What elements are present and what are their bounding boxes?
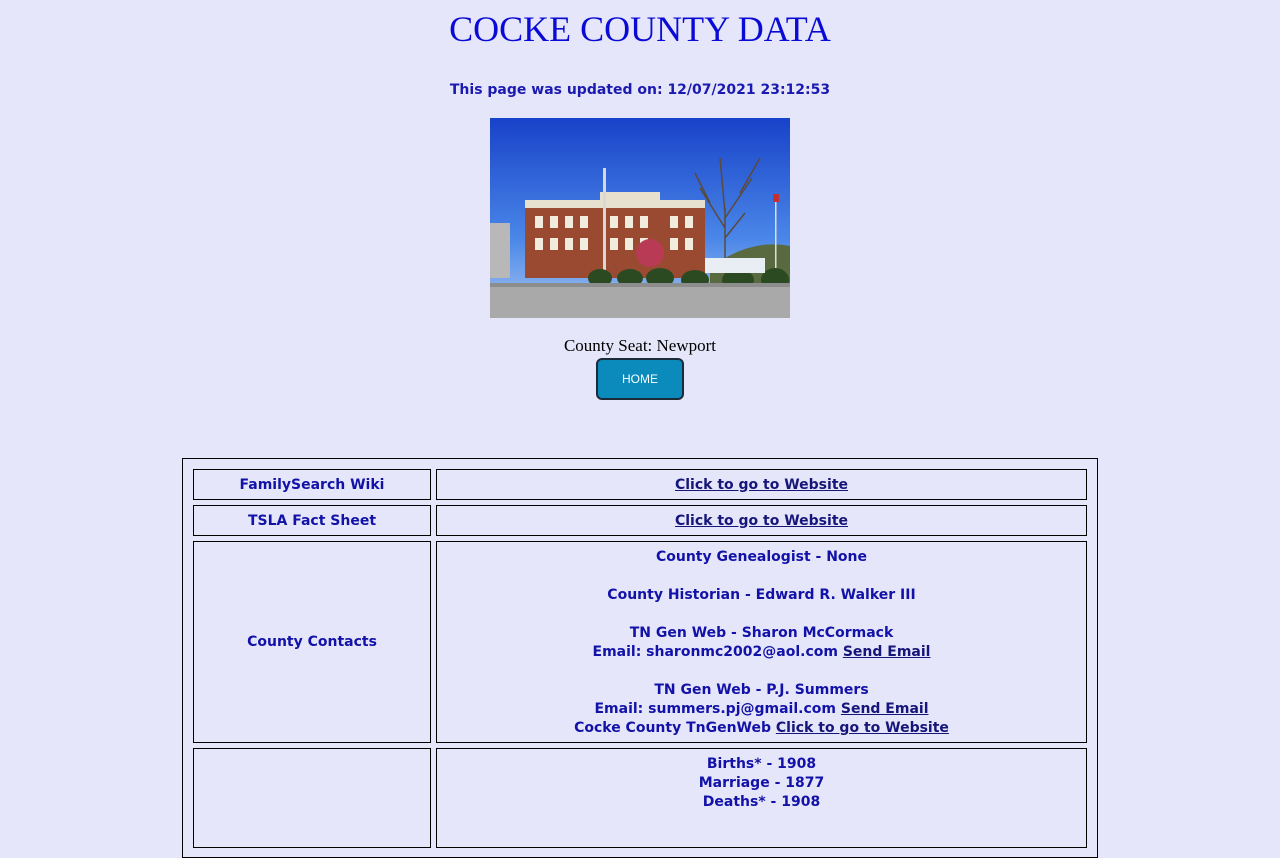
tngenweb-website-link[interactable]: Click to go to Website <box>775 720 949 736</box>
marriage-record: Marriage - 1877 <box>698 775 825 791</box>
county-seat: County Seat: Newport <box>563 336 717 355</box>
tngenweb-site-label: Cocke County TnGenWeb <box>574 720 772 736</box>
tngenweb-email-1: Email: sharonmc2002@aol.com <box>592 644 838 660</box>
contacts-label: County Contacts <box>247 634 377 650</box>
send-email-link-1[interactable]: Send Email <box>842 644 931 660</box>
send-email-link-2[interactable]: Send Email <box>840 701 929 717</box>
tngenweb-contact-2: TN Gen Web - P.J. Summers <box>654 682 869 698</box>
updated-timestamp: This page was updated on: 12/07/2021 23:12:53 <box>449 82 831 98</box>
tngenweb-email-2: Email: summers.pj@gmail.com <box>594 701 836 717</box>
page-title: COCKE COUNTY DATA <box>449 9 831 49</box>
familysearch-link-cell <box>436 469 1087 500</box>
tsla-link-cell <box>436 505 1087 536</box>
familysearch-label: FamilySearch Wiki <box>239 476 385 493</box>
county-genealogist: County Genealogist - None <box>655 549 868 565</box>
tsla-website-link[interactable]: Click to go to Website <box>674 512 849 529</box>
familysearch-website-link[interactable]: Click to go to Website <box>674 476 849 493</box>
courthouse-photo <box>490 118 790 318</box>
tsla-label: TSLA Fact Sheet <box>247 512 377 529</box>
deaths-record: Deaths* - 1908 <box>702 794 821 810</box>
home-button[interactable]: HOME <box>596 358 684 400</box>
contacts-label-cell <box>193 541 431 743</box>
records-detail-cell <box>436 748 1087 848</box>
records-label-cell <box>193 748 431 848</box>
county-historian: County Historian - Edward R. Walker III <box>607 587 916 603</box>
county-data-table <box>182 458 1098 858</box>
tsla-label-cell <box>193 505 431 536</box>
tngenweb-contact-1: TN Gen Web - Sharon McCormack <box>629 625 894 641</box>
births-record: Births* - 1908 <box>706 756 817 772</box>
contacts-detail-cell <box>436 541 1087 743</box>
familysearch-label-cell <box>193 469 431 500</box>
